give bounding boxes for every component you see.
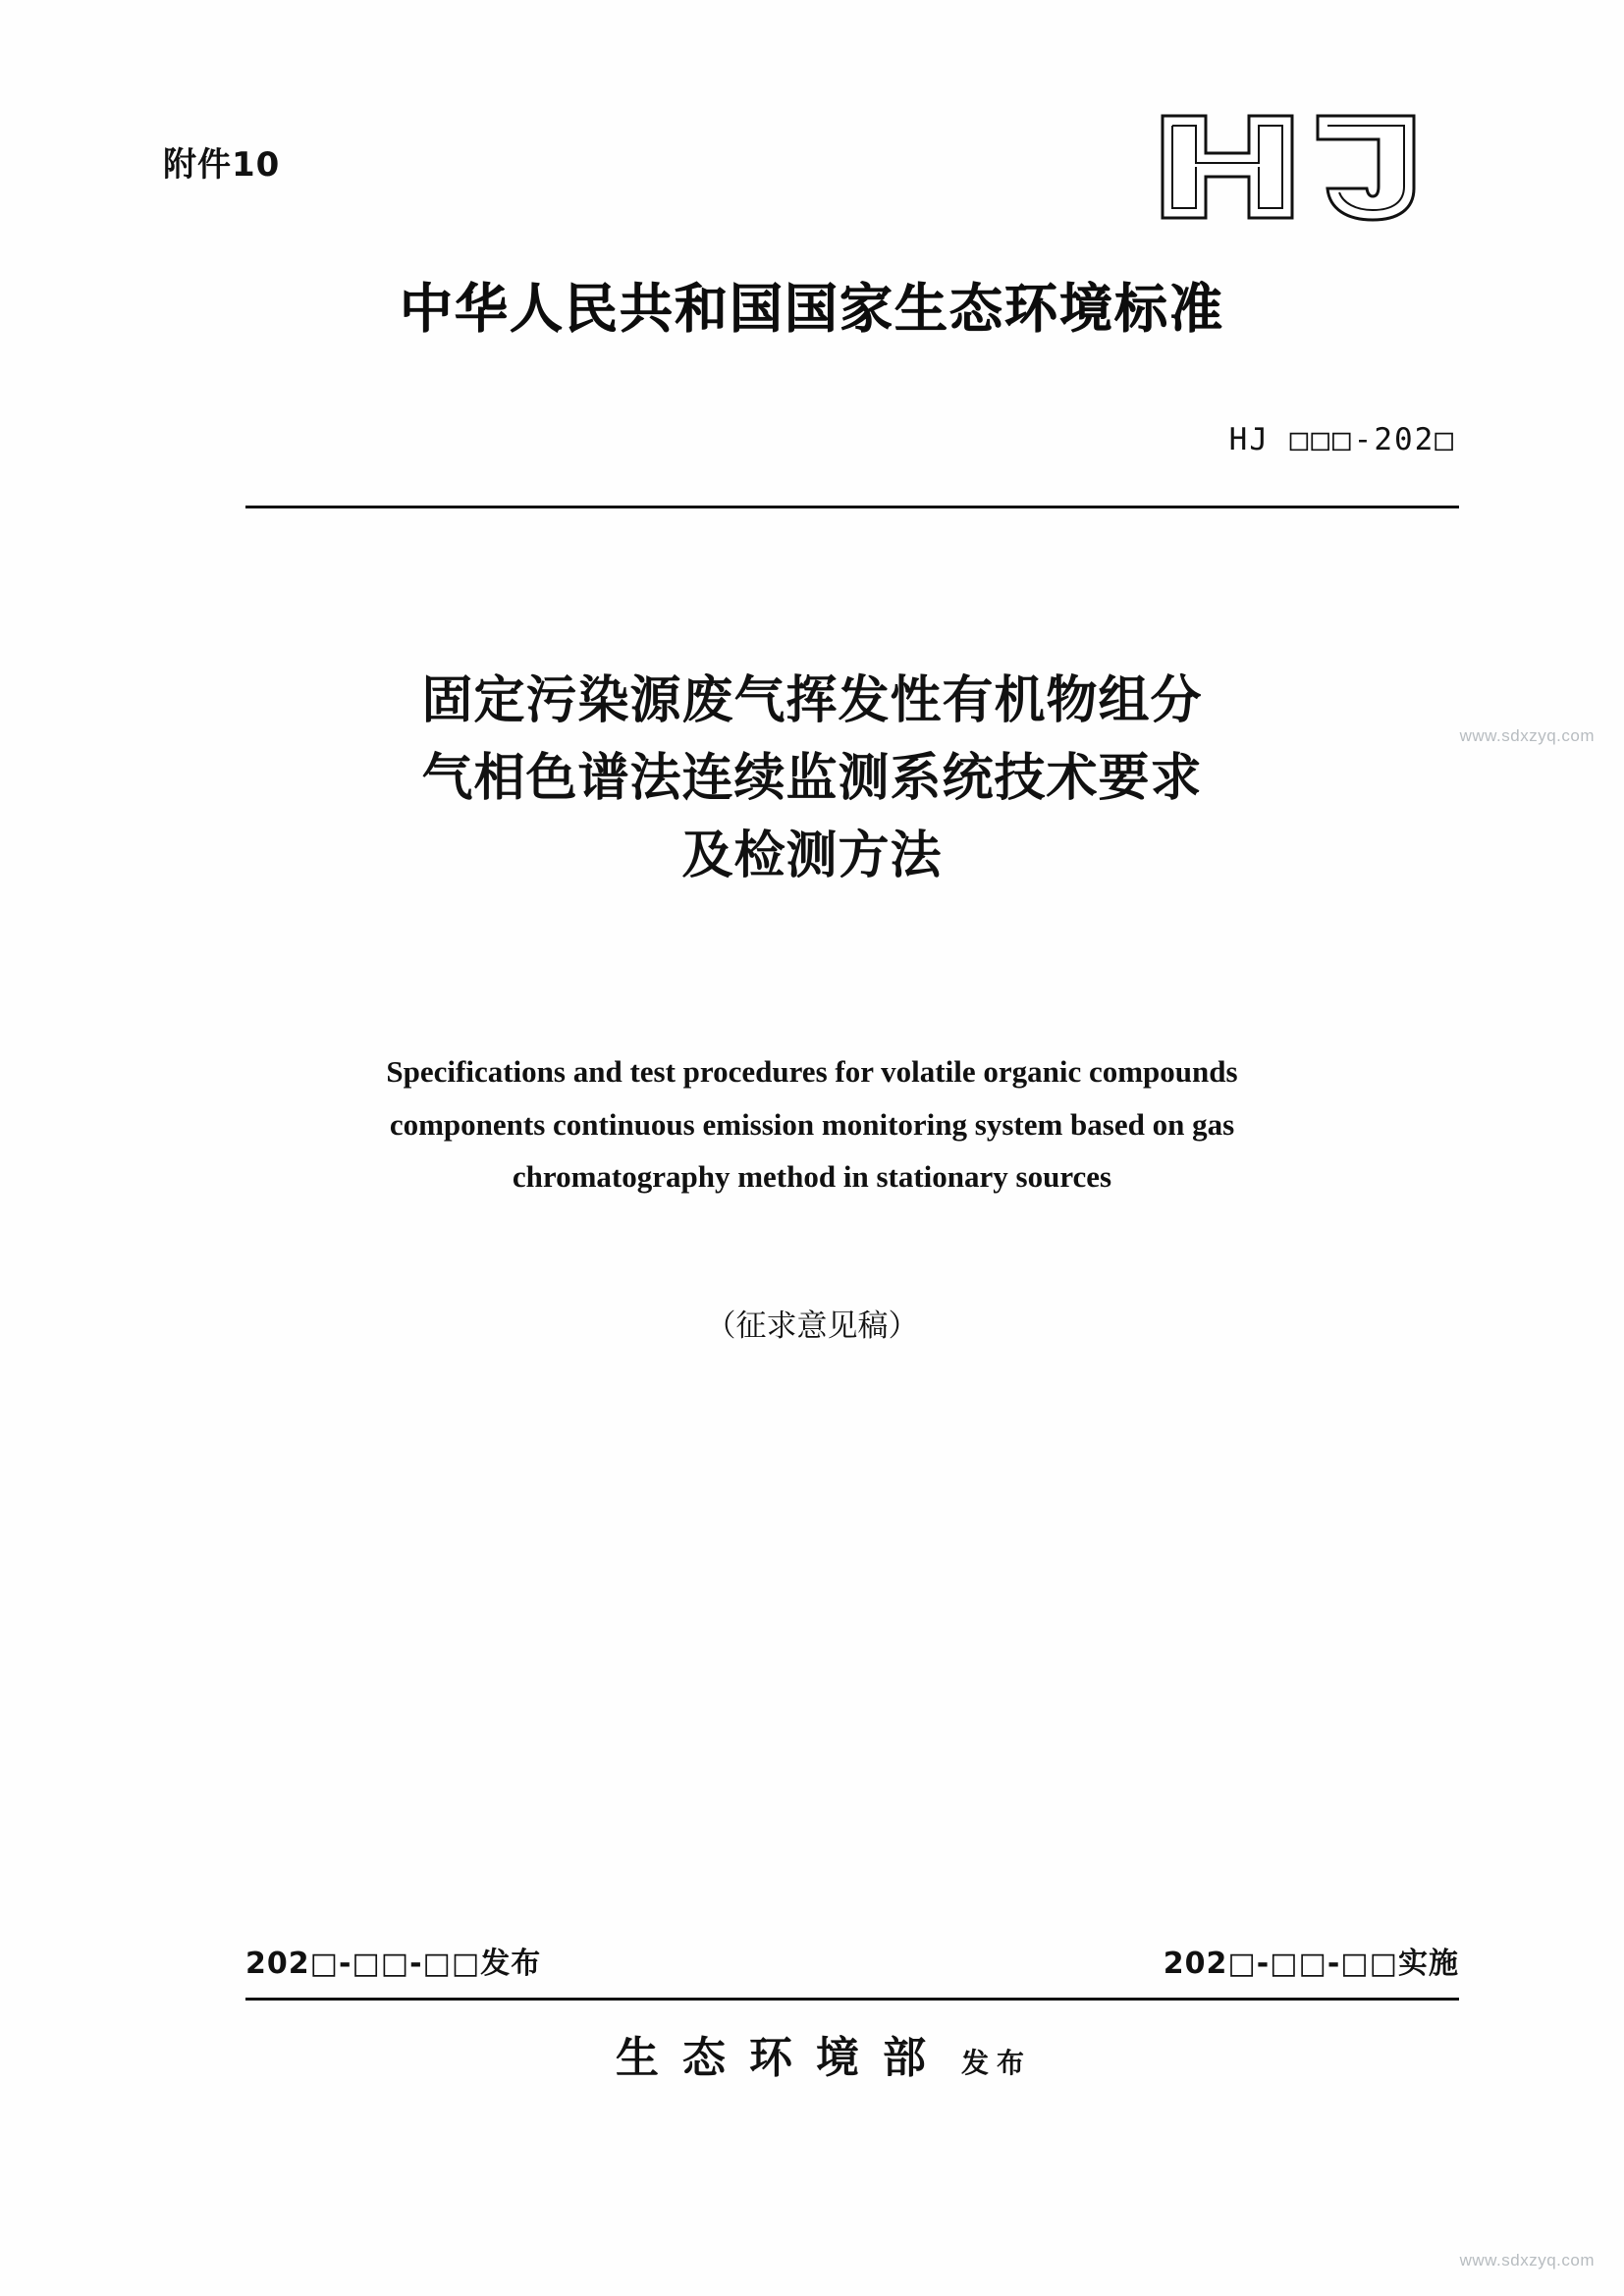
footer-divider xyxy=(245,1998,1459,2001)
hj-logo-icon xyxy=(1155,108,1459,226)
issuer-organization: 生态环境部 xyxy=(615,2033,949,2083)
english-title-line-1: Specifications and test procedures for volatile organic compounds xyxy=(386,1054,1238,1089)
standard-number xyxy=(1229,422,1455,457)
attachment-label: 附件10 xyxy=(163,145,281,185)
chinese-title xyxy=(0,663,1624,895)
standard-number-year: -202□ xyxy=(1353,422,1455,457)
issuer-block xyxy=(0,2022,1624,2085)
draft-status-note: （征求意见稿） xyxy=(705,1308,919,1344)
national-standard-title: 中华人民共和国国家生态环境标准 xyxy=(400,278,1224,340)
issue-date: 202□-□□-□□发布 xyxy=(245,1947,542,1981)
english-title-line-2: components continuous emission monitoring system based on gas xyxy=(389,1106,1235,1142)
watermark-bottom: www.sdxzyq.com xyxy=(1459,2251,1595,2269)
english-title xyxy=(0,1045,1624,1203)
standard-number-boxes: □□□ xyxy=(1289,422,1354,457)
effective-date: 202□-□□-□□实施 xyxy=(1163,1947,1459,1981)
chinese-title-line-1: 固定污染源废气挥发性有机物组分 xyxy=(421,671,1203,730)
issuer-verb: 发布 xyxy=(960,2047,1032,2079)
chinese-title-line-2: 气相色谱法连续监测系统技术要求 xyxy=(421,749,1203,809)
publication-dates xyxy=(245,1939,1459,1982)
watermark-top: www.sdxzyq.com xyxy=(1459,726,1595,745)
english-title-line-3: chromatography method in stationary sources xyxy=(512,1159,1112,1195)
standard-number-prefix: HJ xyxy=(1228,422,1270,457)
chinese-title-line-3: 及检测方法 xyxy=(681,827,943,886)
header-divider xyxy=(245,506,1459,508)
